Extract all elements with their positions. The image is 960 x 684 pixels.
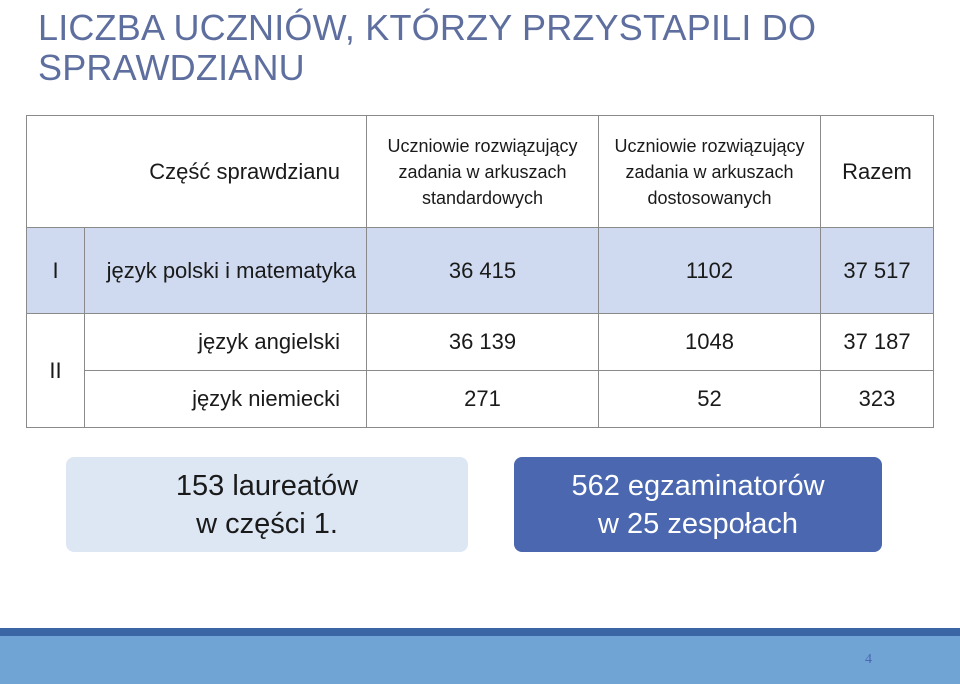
row-part-number: II xyxy=(27,314,85,428)
row-standard-count: 271 xyxy=(367,371,599,428)
header-adapted: Uczniowie rozwiązujący zadania w arkuszach dostosowanych xyxy=(599,116,821,228)
table-row xyxy=(27,371,934,428)
header-total: Razem xyxy=(821,116,934,228)
row-subject: język polski i matematyka xyxy=(85,228,367,314)
examiners-line2: w 25 zespołach xyxy=(598,507,798,540)
page-number: 4 xyxy=(865,652,872,667)
footer-bar xyxy=(0,636,960,684)
row-adapted-count: 1048 xyxy=(599,314,821,371)
examiners-box xyxy=(514,457,882,552)
row-part-number: I xyxy=(27,228,85,314)
laureates-line1: 153 laureatów xyxy=(175,469,359,502)
header-standard: Uczniowie rozwiązujący zadania w arkuszach standardowych xyxy=(367,116,599,228)
examiners-line1: 562 egzaminatorów xyxy=(571,469,825,502)
row-adapted-count: 1102 xyxy=(599,228,821,314)
laureates-line2: w części 1. xyxy=(196,507,338,540)
row-adapted-count: 52 xyxy=(599,371,821,428)
row-standard-count: 36 415 xyxy=(367,228,599,314)
table-row xyxy=(27,228,934,314)
row-total-count: 37 187 xyxy=(821,314,934,371)
students-table xyxy=(26,115,934,428)
footer-divider xyxy=(0,628,960,636)
row-standard-count: 36 139 xyxy=(367,314,599,371)
laureates-box xyxy=(66,457,468,552)
header-part: Część sprawdzianu xyxy=(27,116,367,228)
slide-title: LICZBA UCZNIÓW, KTÓRZY PRZYSTAPILI DO SPRAWDZIANU xyxy=(38,7,817,88)
row-total-count: 37 517 xyxy=(821,228,934,314)
row-total-count: 323 xyxy=(821,371,934,428)
table-row xyxy=(27,314,934,371)
table-header-row xyxy=(27,116,934,228)
row-subject: język niemiecki xyxy=(85,371,367,428)
row-subject: język angielski xyxy=(85,314,367,371)
